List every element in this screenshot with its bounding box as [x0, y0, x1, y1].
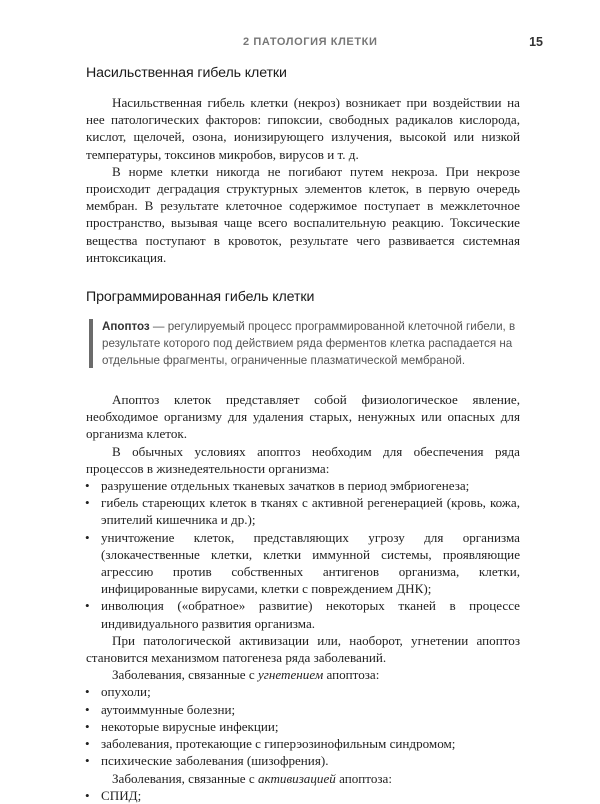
disease-list-inhibition — [86, 683, 520, 769]
list-item: • аутоиммунные болезни; — [85, 701, 236, 717]
bullet-icon: • — [85, 701, 90, 717]
paragraph: Насильственная гибель клетки (некроз) возникает при воздействии на нее патологических факторов: гипоксии, свободных радикалов кислорода, кислот, щелочей, озона, ионизирующего излучения, высокой или низкой температуры, токсинов микробов, вирусов и т. д. — [86, 95, 520, 162]
bullet-icon: • — [85, 598, 90, 614]
bullet-icon: • — [85, 478, 90, 494]
bullet-icon: • — [85, 684, 90, 700]
emphasis: активизацией — [257, 770, 336, 786]
paragraph: В норме клетки никогда не погибают путем некроза. При некрозе происходит деградация структурных элементов клеток, в первую очередь мембран. В результате клеточное содержимое поступает в межклеточное пространство, вызывая чаще всего воспалительную реакцию. Токсические вещества поступают в кровоток, результате чего развивается системная интоксикация. — [86, 163, 520, 265]
section-violent-cell-death — [86, 64, 520, 266]
section-programmed-cell-death — [86, 288, 520, 804]
list-item: • уничтожение клеток, представляющих угрозу для организма (злокачественные клетки, клетки иммунной системы, проявляющие агрессию против собственных антигенов организма, клетки, инфицированные вирусами, клетки с повреждением ДНК); — [85, 529, 520, 597]
paragraph: При патологической активизации или, наоборот, угнетении апоптоз становится механизмом патогенеза ряда заболеваний. — [86, 632, 520, 666]
bullet-icon: • — [85, 736, 90, 752]
bullet-icon: • — [85, 529, 90, 545]
list-intro: Заболевания, связанные с активизацией апоптоза: — [112, 770, 393, 786]
list-item: • инволюция («обратное» развитие) некоторых тканей в процессе индивидуального развития организма. — [85, 598, 520, 631]
definition-accent-bar — [89, 319, 93, 368]
list-item: • психические заболевания (шизофрения). — [85, 753, 329, 769]
running-head — [0, 36, 600, 50]
section-title: Насильственная гибель клетки — [86, 65, 287, 81]
list-item: • заболевания, протекающие с гиперэозинофильным синдромом; — [85, 736, 456, 752]
definition-body: — регулируемый процесс программированной клеточной гибели, в результате которого под действием ряда ферментов клетка распадается на отдельные фрагменты, ограниченные плазматической мембраной. — [102, 320, 516, 368]
paragraph: В обычных условиях апоптоз необходим для обеспечения ряда процессов в жизнедеятельности организма: — [86, 443, 520, 476]
paragraph: Апоптоз клеток представляет собой физиологическое явление, необходимое организму для удаления старых, ненужных или опасных для организма клеток. — [86, 392, 520, 442]
bullet-icon: • — [85, 495, 90, 511]
list-item: • разрушение отдельных тканевых зачатков в период эмбриогенеза; — [85, 478, 470, 494]
disease-list-activation — [86, 787, 520, 804]
list-item: • СПИД; — [85, 787, 142, 803]
list-item: • опухоли; — [85, 684, 151, 700]
bullet-icon: • — [85, 787, 90, 803]
bullet-icon: • — [85, 718, 90, 734]
definition-term: Апоптоз — [102, 320, 150, 334]
page-number: 15 — [529, 35, 543, 49]
emphasis: угнетением — [257, 667, 324, 683]
page-content — [86, 64, 520, 804]
bullet-icon: • — [85, 753, 90, 769]
list-item: • гибель стареющих клеток в тканях с активной регенерацией (кровь, кожа, эпителий кишечника и др.); — [85, 495, 520, 528]
section-title: Программированная гибель клетки — [86, 289, 315, 306]
list-intro: Заболевания, связанные с угнетением апоптоза: — [112, 667, 380, 683]
definition-box — [86, 318, 520, 369]
process-list — [86, 477, 520, 632]
definition-text — [102, 318, 520, 369]
list-item: • некоторые вирусные инфекции; — [85, 718, 279, 734]
chapter-label: 2 ПАТОЛОГИЯ КЛЕТКИ — [243, 36, 378, 48]
